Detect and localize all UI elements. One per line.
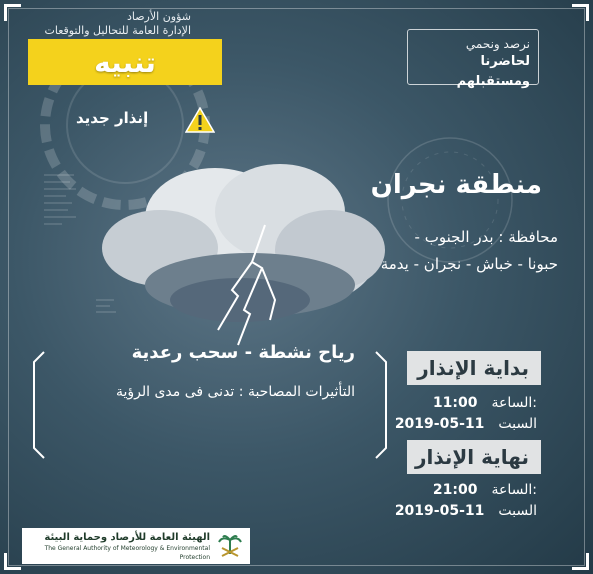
- start-time-label: الساعة:: [491, 395, 537, 411]
- start-date: 2019-05-11: [394, 416, 485, 432]
- palm-emblem-icon: [216, 532, 244, 560]
- start-time: 11:00: [432, 395, 478, 411]
- end-day: السبت: [498, 503, 537, 519]
- end-time-row: [433, 482, 537, 498]
- end-time-label: الساعة:: [491, 482, 537, 498]
- slogan-line2: لحاضرنا ومستقبلهم: [456, 54, 530, 89]
- org-name-arabic: الهيئة العامة للأرصاد وحماية البيئة: [44, 531, 210, 543]
- org-name-english: The General Authority of Meteorology & Environmental Protection: [44, 544, 210, 561]
- alert-label: تنبيه: [94, 45, 156, 79]
- organization-logo: [22, 528, 250, 564]
- end-time: 21:00: [432, 482, 478, 498]
- end-date: 2019-05-11: [394, 503, 485, 519]
- storm-cloud-graphic: [102, 164, 385, 322]
- start-time-row: [433, 395, 537, 411]
- start-date-row: [395, 416, 537, 432]
- region-title: منطقة نجران: [370, 170, 542, 200]
- new-warning-label: إنذار جديد: [76, 109, 149, 127]
- warning-triangle-icon: [185, 107, 215, 133]
- warning-start-label: بداية الإنذار: [407, 351, 541, 385]
- start-day: السبت: [498, 416, 537, 432]
- weather-description: رياح نشطة - سحب رعدية: [131, 342, 355, 363]
- text-bracket: [34, 352, 386, 458]
- weather-impacts: التأثيرات المصاحبة : تدنى فى مدى الرؤية: [115, 384, 355, 400]
- slogan-line1: نرصد ونحمي: [465, 37, 530, 51]
- warning-end-label: نهاية الإنذار: [407, 440, 541, 474]
- alert-banner: [28, 39, 222, 85]
- governorates-list: محافظة : بدر الجنوب - حبونا - خباش - نجران - يدمة: [380, 228, 558, 273]
- end-date-row: [395, 503, 537, 519]
- department-name: شؤون الأرصاد الإدارة العامة للتحاليل والتوقعات: [44, 10, 191, 37]
- slogan-box: [407, 29, 539, 89]
